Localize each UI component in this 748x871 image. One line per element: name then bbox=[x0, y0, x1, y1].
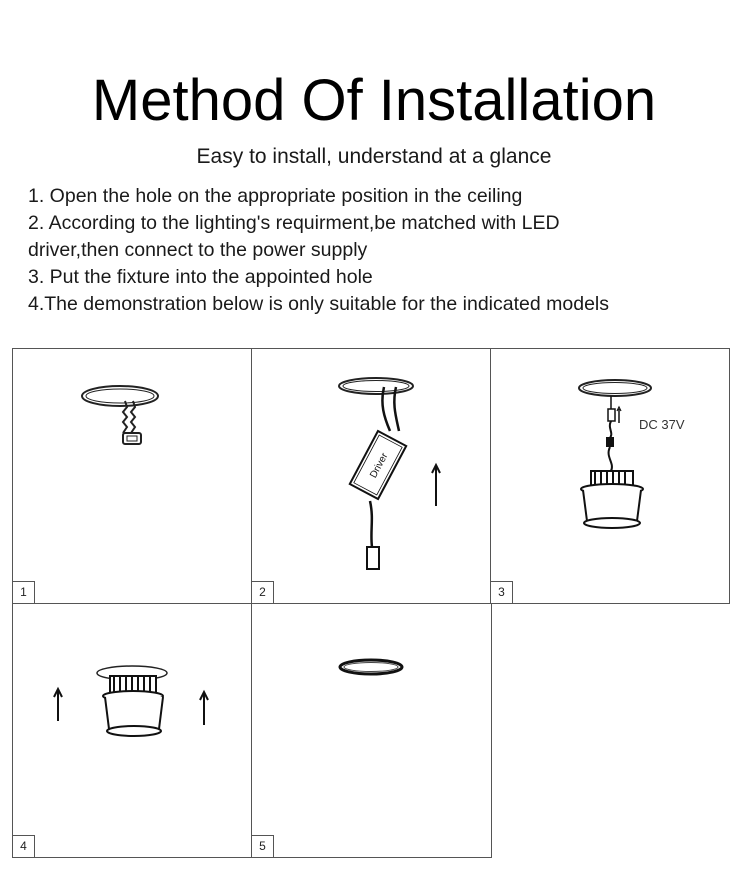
page-subtitle: Easy to install, understand at a glance bbox=[196, 145, 552, 168]
page-title: Method Of Installation bbox=[91, 68, 657, 133]
driver-label: Driver bbox=[368, 451, 391, 481]
panel-5 bbox=[251, 603, 492, 858]
installation-steps bbox=[28, 183, 728, 318]
hole-saw-icon bbox=[13, 349, 253, 605]
step-2: 2. According to the lighting's requirment,be matched with LED bbox=[28, 212, 560, 234]
panel-number: 5 bbox=[252, 835, 274, 857]
installed-ring-icon bbox=[252, 604, 493, 859]
step-3: 3. Put the fixture into the appointed hole bbox=[28, 266, 373, 288]
panel-number: 2 bbox=[252, 581, 274, 603]
panel-number: 1 bbox=[13, 581, 35, 603]
step-1: 1. Open the hole on the appropriate position in the ceiling bbox=[28, 185, 523, 207]
panel-number: 4 bbox=[13, 835, 35, 857]
panel-3 bbox=[490, 348, 730, 604]
panel-4 bbox=[12, 603, 252, 858]
voltage-label: DC 37V bbox=[639, 417, 685, 432]
fixture-insertion-icon bbox=[13, 604, 253, 859]
step-4: 4.The demonstration below is only suitable for the indicated models bbox=[28, 293, 609, 315]
step-2-continued: driver,then connect to the power supply bbox=[28, 239, 368, 261]
panel-number: 3 bbox=[491, 581, 513, 603]
driver-connection-icon bbox=[252, 349, 493, 605]
downlight-fixture-icon bbox=[491, 349, 731, 605]
panel-1 bbox=[12, 348, 252, 604]
panel-2 bbox=[251, 348, 492, 604]
